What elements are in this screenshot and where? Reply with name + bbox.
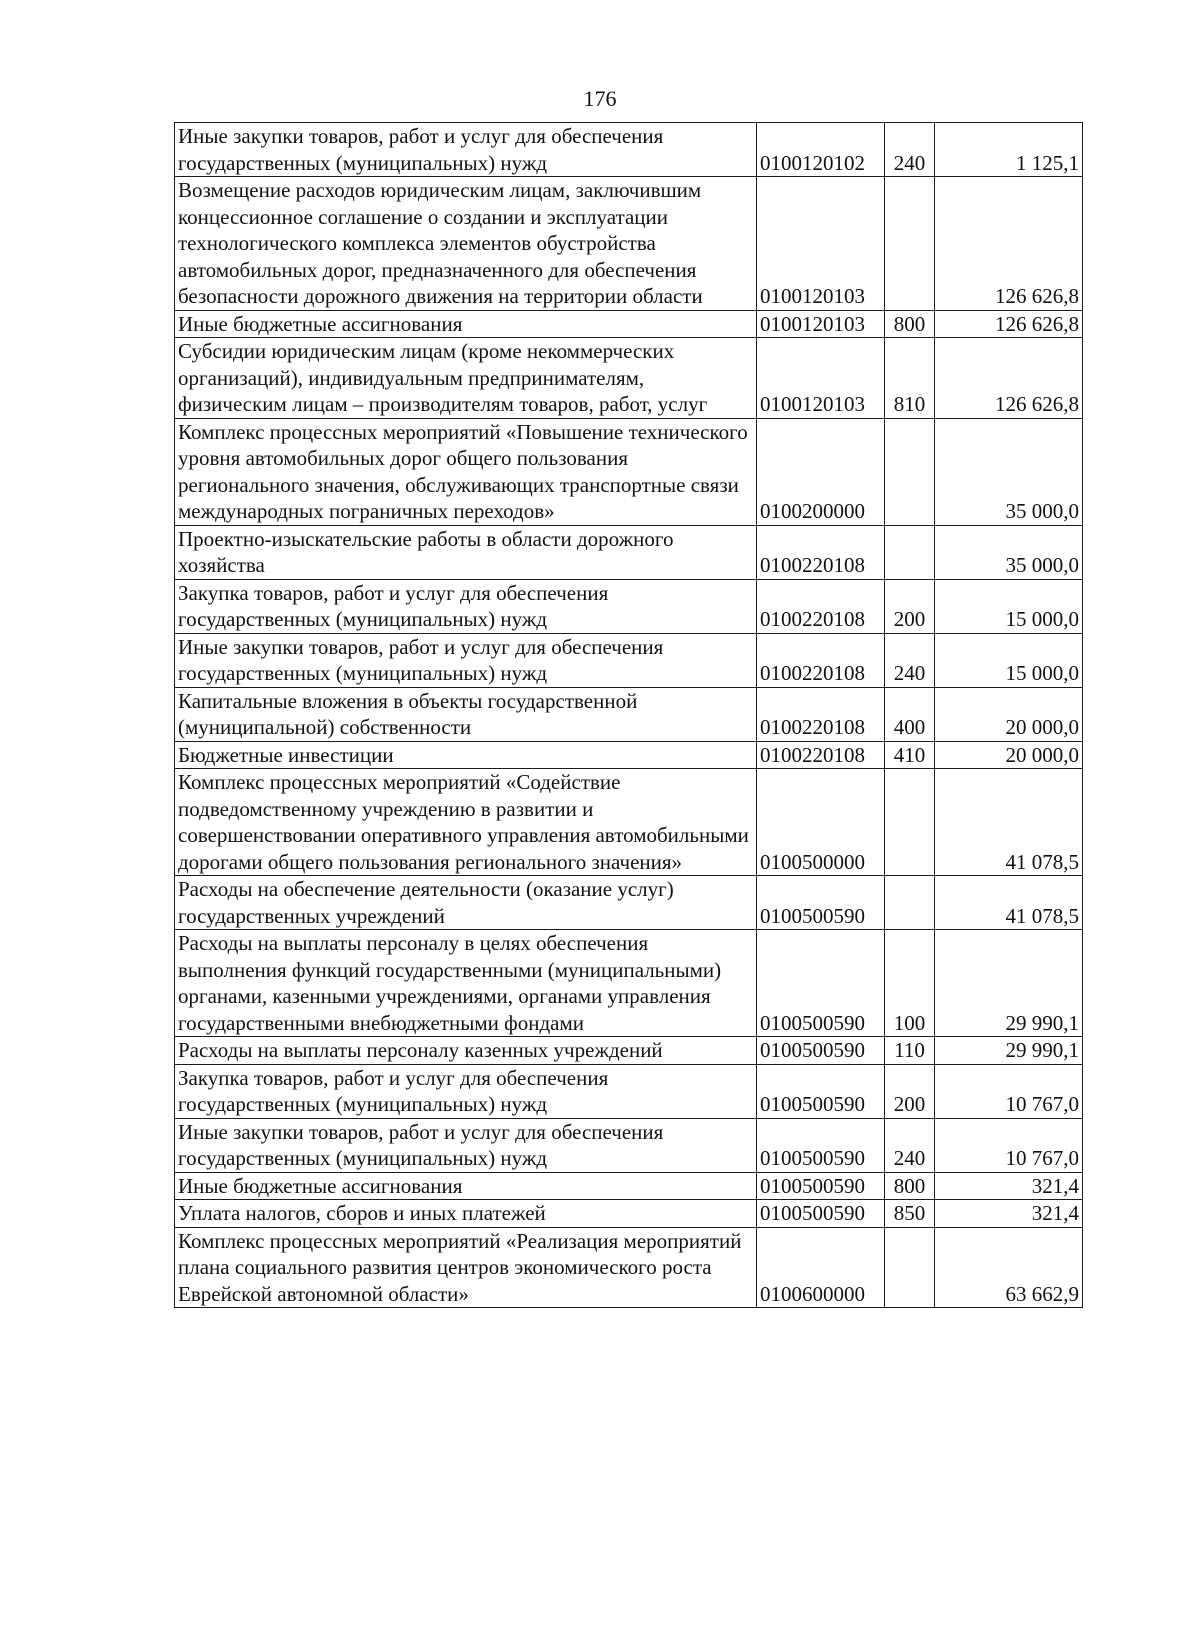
- row-name-cell: Капитальные вложения в объекты государственной (муниципальной) собственности: [175, 687, 757, 741]
- table-row: [175, 123, 1083, 177]
- row-code-cell: 0100220108: [757, 741, 885, 769]
- row-expense-type-cell: 800: [885, 310, 935, 338]
- row-code-cell: 0100220108: [757, 579, 885, 633]
- row-sum-cell: 15 000,0: [935, 633, 1083, 687]
- row-sum-cell: 35 000,0: [935, 418, 1083, 525]
- row-code-cell: 0100120103: [757, 310, 885, 338]
- row-code-cell: 0100500590: [757, 1118, 885, 1172]
- row-code-cell: 0100500590: [757, 930, 885, 1037]
- row-expense-type-cell: [885, 769, 935, 876]
- row-expense-type-cell: 810: [885, 338, 935, 419]
- row-sum-cell: 321,4: [935, 1200, 1083, 1228]
- row-sum-cell: 41 078,5: [935, 876, 1083, 930]
- table-row: [175, 310, 1083, 338]
- table-row: [175, 876, 1083, 930]
- row-code-cell: 0100120103: [757, 177, 885, 311]
- row-name-cell: Иные закупки товаров, работ и услуг для обеспечения государственных (муниципальных) нужд: [175, 633, 757, 687]
- row-name-cell: Расходы на выплаты персоналу в целях обеспечения выполнения функций государственными (муниципальными) органами, казенными учреждениями, органами управления государственными внебюджетными фондами: [175, 930, 757, 1037]
- row-sum-cell: 20 000,0: [935, 741, 1083, 769]
- row-sum-cell: 10 767,0: [935, 1064, 1083, 1118]
- row-name-cell: Иные бюджетные ассигнования: [175, 310, 757, 338]
- row-sum-cell: 35 000,0: [935, 525, 1083, 579]
- row-code-cell: 0100120103: [757, 338, 885, 419]
- row-sum-cell: 321,4: [935, 1172, 1083, 1200]
- table-row: [175, 177, 1083, 311]
- row-code-cell: 0100500000: [757, 769, 885, 876]
- row-name-cell: Закупка товаров, работ и услуг для обеспечения государственных (муниципальных) нужд: [175, 1064, 757, 1118]
- row-expense-type-cell: [885, 177, 935, 311]
- row-expense-type-cell: [885, 418, 935, 525]
- row-name-cell: Расходы на обеспечение деятельности (оказание услуг) государственных учреждений: [175, 876, 757, 930]
- row-sum-cell: 126 626,8: [935, 338, 1083, 419]
- row-expense-type-cell: 240: [885, 123, 935, 177]
- row-name-cell: Проектно-изыскательские работы в области дорожного хозяйства: [175, 525, 757, 579]
- row-name-cell: Иные бюджетные ассигнования: [175, 1172, 757, 1200]
- row-name-cell: Комплекс процессных мероприятий «Реализация мероприятий плана социального развития центров экономического роста Еврейской автономной области»: [175, 1227, 757, 1308]
- row-expense-type-cell: 200: [885, 1064, 935, 1118]
- row-expense-type-cell: 850: [885, 1200, 935, 1228]
- row-expense-type-cell: 200: [885, 579, 935, 633]
- table-row: [175, 1200, 1083, 1228]
- row-expense-type-cell: 410: [885, 741, 935, 769]
- row-code-cell: 0100220108: [757, 633, 885, 687]
- row-sum-cell: 10 767,0: [935, 1118, 1083, 1172]
- table-row: [175, 930, 1083, 1037]
- row-sum-cell: 126 626,8: [935, 177, 1083, 311]
- row-sum-cell: 63 662,9: [935, 1227, 1083, 1308]
- row-name-cell: Закупка товаров, работ и услуг для обеспечения государственных (муниципальных) нужд: [175, 579, 757, 633]
- row-code-cell: 0100120102: [757, 123, 885, 177]
- row-expense-type-cell: [885, 1227, 935, 1308]
- table-row: [175, 1172, 1083, 1200]
- row-code-cell: 0100500590: [757, 1172, 885, 1200]
- row-expense-type-cell: 110: [885, 1037, 935, 1065]
- row-code-cell: 0100220108: [757, 687, 885, 741]
- row-expense-type-cell: [885, 876, 935, 930]
- row-sum-cell: 29 990,1: [935, 1037, 1083, 1065]
- table-row: [175, 1037, 1083, 1065]
- row-sum-cell: 1 125,1: [935, 123, 1083, 177]
- row-code-cell: 0100500590: [757, 1200, 885, 1228]
- row-sum-cell: 20 000,0: [935, 687, 1083, 741]
- row-name-cell: Иные закупки товаров, работ и услуг для обеспечения государственных (муниципальных) нужд: [175, 123, 757, 177]
- row-expense-type-cell: 800: [885, 1172, 935, 1200]
- row-name-cell: Возмещение расходов юридическим лицам, заключившим концессионное соглашение о создании и эксплуатации технологического комплекса элементов обустройства автомобильных дорог, предназначенного для обеспечения безопасности дорожного движения на территории области: [175, 177, 757, 311]
- table-row: [175, 1064, 1083, 1118]
- row-sum-cell: 126 626,8: [935, 310, 1083, 338]
- table-row: [175, 525, 1083, 579]
- row-name-cell: Бюджетные инвестиции: [175, 741, 757, 769]
- row-sum-cell: 29 990,1: [935, 930, 1083, 1037]
- row-sum-cell: 41 078,5: [935, 769, 1083, 876]
- table-row: [175, 687, 1083, 741]
- table-row: [175, 741, 1083, 769]
- row-expense-type-cell: 100: [885, 930, 935, 1037]
- row-name-cell: Иные закупки товаров, работ и услуг для обеспечения государственных (муниципальных) нужд: [175, 1118, 757, 1172]
- table-row: [175, 579, 1083, 633]
- row-code-cell: 0100500590: [757, 1064, 885, 1118]
- table-row: [175, 633, 1083, 687]
- budget-table-body: [175, 123, 1083, 1308]
- row-code-cell: 0100600000: [757, 1227, 885, 1308]
- row-code-cell: 0100220108: [757, 525, 885, 579]
- row-expense-type-cell: [885, 525, 935, 579]
- table-row: [175, 1227, 1083, 1308]
- row-expense-type-cell: 240: [885, 1118, 935, 1172]
- table-row: [175, 338, 1083, 419]
- row-name-cell: Уплата налогов, сборов и иных платежей: [175, 1200, 757, 1228]
- row-code-cell: 0100200000: [757, 418, 885, 525]
- row-name-cell: Расходы на выплаты персоналу казенных учреждений: [175, 1037, 757, 1065]
- row-code-cell: 0100500590: [757, 1037, 885, 1065]
- table-row: [175, 769, 1083, 876]
- row-name-cell: Комплекс процессных мероприятий «Содействие подведомственному учреждению в развитии и совершенствовании оперативного управления автомобильными дорогами общего пользования регионального значения»: [175, 769, 757, 876]
- row-sum-cell: 15 000,0: [935, 579, 1083, 633]
- row-name-cell: Комплекс процессных мероприятий «Повышение технического уровня автомобильных дорог общего пользования регионального значения, обслуживающих транспортные связи международных пограничных переходов»: [175, 418, 757, 525]
- row-code-cell: 0100500590: [757, 876, 885, 930]
- table-row: [175, 1118, 1083, 1172]
- budget-table: [174, 122, 1083, 1308]
- row-expense-type-cell: 240: [885, 633, 935, 687]
- table-row: [175, 418, 1083, 525]
- row-name-cell: Субсидии юридическим лицам (кроме некоммерческих организаций), индивидуальным предпринимателям, физическим лицам – производителям товаров, работ, услуг: [175, 338, 757, 419]
- page-number: 176: [583, 86, 617, 111]
- row-expense-type-cell: 400: [885, 687, 935, 741]
